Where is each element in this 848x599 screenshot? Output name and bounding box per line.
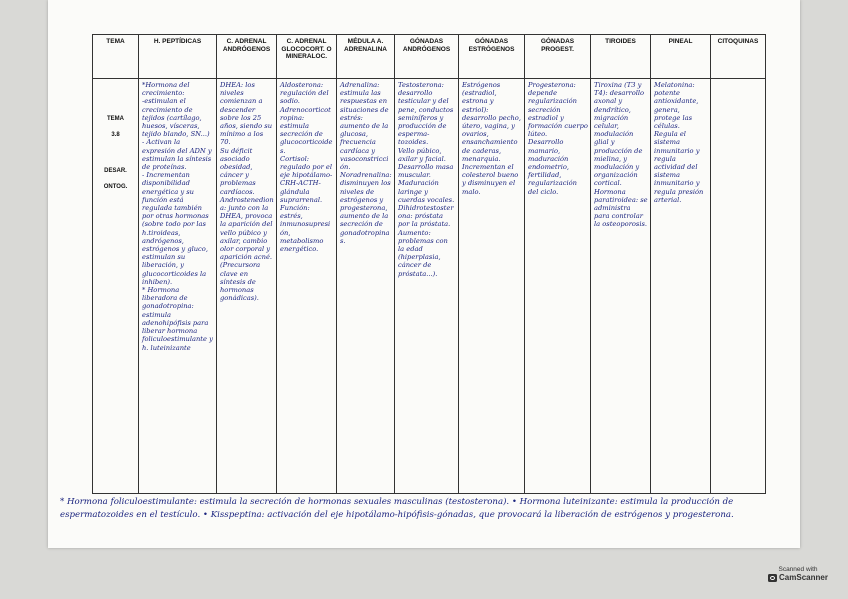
- footnote-text: * Hormona foliculoestimulante: estimula la secreción de hormonas sexuales masculinas (testosterona). • Hormona luteinizante: estimula la producción de espermatozoides en el testículo. • Kisspeptina: activación del eje hipotálamo-hipófisis-gónadas, que provocará la liberación de estrógenos y progesterona.: [60, 497, 734, 520]
- cell-peptidicas-text: *Hormona del crecimiento: -estimulan el crecimiento de tejidos (cartílago, huesos, vísceras, tejido blando, SN...) - Activan la expresión del ADN y estimulan la síntesis de proteínas. - Incrementan disponibilidad energética y su función está regulada también por otras hormonas (sobre todo por las h.tiroideas, andrógenos, estrógenos y gluco, estimulan su liberación, y glucocorticoides la inhiben). * Hormona liberadora de gonadotropina: estimula adenohipófisis para liberar hormona foliculoestimulante y h. luteinizante: [142, 81, 213, 352]
- cell-gonadas-androgenos-text: Testosterona: desarrollo testicular y del pene, conductos seminíferos y producción de esperma-tozoides. Vello púbico, axilar y facial. Desarrollo masa muscular. Maduración laringe y cuerdas vocales. Dihidrotestosterona: próstata por la próstata. Aumento: problemas con la edad (hiperplasia, cáncer de próstata...).: [398, 81, 455, 278]
- cell-adrenal-gluco: [277, 79, 337, 494]
- cell-citoquinas: [711, 79, 766, 494]
- header-citoquinas: CITOQUINAS: [711, 35, 766, 79]
- hormone-table: [92, 34, 766, 494]
- header-gonadas-estrogenos: GÓNADAS ESTRÓGENOS: [459, 35, 525, 79]
- header-pineal: PINEAL: [651, 35, 711, 79]
- header-adrenal-gluco: C. ADRENAL GLOCOCORT. O MINERALOC.: [277, 35, 337, 79]
- cell-tiroides: [591, 79, 651, 494]
- cell-gonadas-progest: [525, 79, 591, 494]
- cell-medula-text: Adrenalina: estimula las respuestas en situaciones de estrés: aumento de la glucosa, frecuencia cardíaca y vasoconstricción. Noradrenalina: disminuyen los niveles de estrógenos y progesterona, aumento de la secreción de gonadotropinas.: [340, 81, 392, 245]
- header-gonadas-androgenos: GÓNADAS ANDRÓGENOS: [395, 35, 459, 79]
- cell-adrenal-androgenos-text: DHEA: los niveles comienzan a descender sobre los 25 años, siendo su mínimo a los 70. Su déficit asociado obesidad, cáncer y problemas cardíacos. Androstenediona: junto con la DHEA, provoca la aparición del vello púbico y axilar, cambio olor corporal y aparición acné. (Precursora clave en síntesis de hormonas gonádicas).: [220, 81, 274, 303]
- cell-medula: [337, 79, 395, 494]
- cell-gonadas-estrogenos: [459, 79, 525, 494]
- cell-pineal-text: Melatonina: potente antioxidante, genera, protege las células. Regula el sistema inmunitario y regula actividad del sistema inmunitario y regula presión arterial.: [654, 81, 704, 204]
- row-label-cell: [93, 79, 139, 494]
- header-medula: MÉDULA A. ADRENALINA: [337, 35, 395, 79]
- scanner-brand-text: CamScanner: [779, 573, 828, 582]
- header-gonadas-progest: GÓNADAS PROGEST.: [525, 35, 591, 79]
- cell-adrenal-gluco-text: Aldosterona: regulación del sodio. Adrenocorticotropina: estimula secreción de glucocorticoides. Cortisol: regulado por el eje hipotálamo-CRH-ACTH-glándula suprarrenal. Función: estrés, inmunosupresión, metabolismo energético.: [280, 81, 333, 254]
- scanner-watermark: [766, 566, 830, 582]
- cell-peptidicas: [139, 79, 217, 494]
- cell-pineal: [651, 79, 711, 494]
- row-label-tema: TEMA 3.8: [107, 116, 124, 138]
- header-tema: TEMA: [93, 35, 139, 79]
- scanner-line: Scanned with: [778, 566, 818, 573]
- header-adrenal-androgenos: C. ADRENAL ANDRÓGENOS: [217, 35, 277, 79]
- cell-adrenal-androgenos: [217, 79, 277, 494]
- header-peptidicas: H. PEPTÍDICAS: [139, 35, 217, 79]
- row-label-desar: DESAR. ONTOG.: [103, 168, 128, 190]
- scanner-brand: [766, 574, 830, 582]
- camscanner-icon: [768, 574, 777, 582]
- cell-tiroides-text: Tiroxina (T3 y T4): desarrollo axonal y dendrítico, migración celular, modulación glial y producción de mielina, y modulación y organización cortical. Hormona paratiroidea: se administra para controlar la osteoporosis.: [594, 81, 648, 229]
- cell-citoquinas-text: [711, 79, 765, 81]
- cell-gonadas-progest-text: Progesterona: depende regularización secreción estradiol y formación cuerpo lúteo. Desarrollo mamario, maduración endometrio, fertilidad, regularización del ciclo.: [528, 81, 588, 196]
- content-row: [93, 79, 766, 494]
- header-row: [93, 35, 766, 79]
- header-tiroides: TIROIDES: [591, 35, 651, 79]
- cell-gonadas-androgenos: [395, 79, 459, 494]
- cell-gonadas-estrogenos-text: Estrógenos (estradiol, estrona y estriol): desarrollo pecho, útero, vagina, y ovarios, ensanchamiento de caderas, menarquia. Incrementan el colesterol bueno y disminuyen el malo.: [462, 81, 521, 196]
